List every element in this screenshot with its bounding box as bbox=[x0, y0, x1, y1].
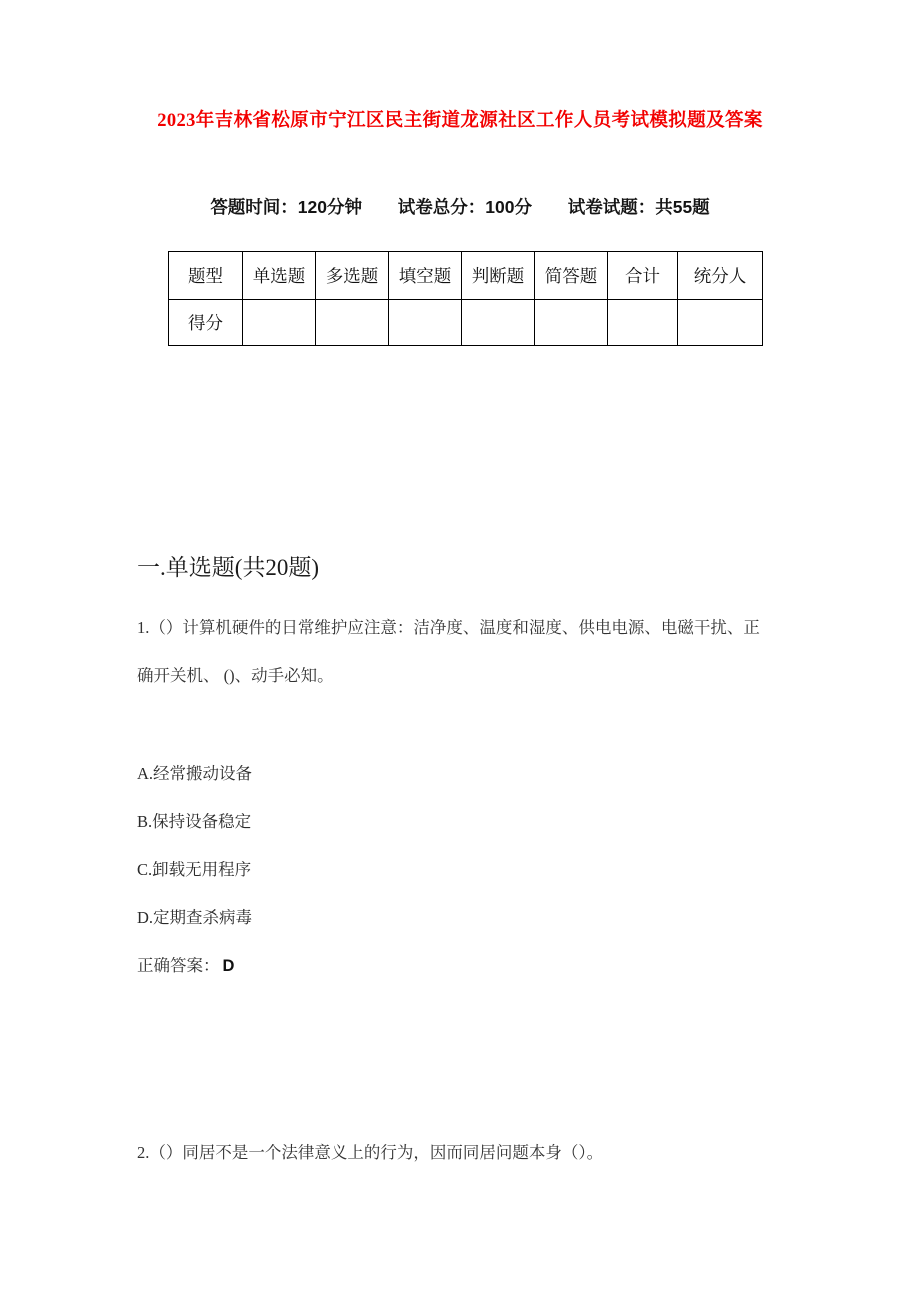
table-header-cell: 题型 bbox=[169, 252, 243, 300]
table-header-cell: 合计 bbox=[608, 252, 678, 300]
option-a[interactable]: A.经常搬动设备 bbox=[137, 764, 253, 783]
table-header-cell: 简答题 bbox=[535, 252, 608, 300]
option-b[interactable]: B.保持设备稳定 bbox=[137, 812, 252, 831]
correct-answer-value: D bbox=[222, 957, 235, 975]
exam-total-score: 试卷总分：100分 bbox=[397, 197, 532, 217]
score-cell-total[interactable] bbox=[608, 300, 678, 346]
exam-info-line bbox=[0, 194, 920, 219]
question-2 bbox=[137, 1129, 603, 1177]
score-table bbox=[168, 251, 763, 346]
score-cell-multi-choice[interactable] bbox=[316, 300, 389, 346]
score-cell-fill-blank[interactable] bbox=[389, 300, 462, 346]
table-header-cell: 判断题 bbox=[462, 252, 535, 300]
score-table-container bbox=[168, 251, 756, 346]
question-1-line-1: 1.（）计算机硬件的日常维护应注意：洁净度、温度和湿度、供电电源、电磁干扰、正 bbox=[137, 618, 760, 637]
table-row-label: 得分 bbox=[169, 300, 243, 346]
table-header-cell: 统分人 bbox=[678, 252, 763, 300]
question-1-line-2: 确开关机、 ()、动手必知。 bbox=[137, 666, 334, 685]
page-title: 2023年吉林省松原市宁江区民主街道龙源社区工作人员考试模拟题及答案 bbox=[157, 111, 763, 131]
option-c[interactable]: C.卸载无用程序 bbox=[137, 860, 252, 879]
score-cell-single-choice[interactable] bbox=[243, 300, 316, 346]
score-cell-short-answer[interactable] bbox=[535, 300, 608, 346]
score-cell-true-false[interactable] bbox=[462, 300, 535, 346]
correct-answer-label: 正确答案： bbox=[137, 956, 220, 975]
question-1-answer-row bbox=[137, 942, 760, 990]
table-row bbox=[169, 300, 763, 346]
exam-duration: 答题时间：120分钟 bbox=[210, 197, 363, 217]
table-row-header bbox=[169, 252, 763, 300]
question-2-line-1: 2.（）同居不是一个法律意义上的行为，因而同居问题本身（）。 bbox=[137, 1143, 604, 1162]
option-d[interactable]: D.定期查杀病毒 bbox=[137, 908, 253, 927]
section-heading-single-choice: 一.单选题(共20题) bbox=[137, 555, 320, 580]
question-1-options bbox=[137, 750, 760, 942]
correct-answer bbox=[137, 942, 760, 990]
question-1 bbox=[137, 604, 760, 990]
score-cell-scorer[interactable] bbox=[678, 300, 763, 346]
table-header-cell: 单选题 bbox=[243, 252, 316, 300]
table-header-cell: 填空题 bbox=[389, 252, 462, 300]
exam-question-count: 试卷试题：共55题 bbox=[567, 197, 710, 217]
table-header-cell: 多选题 bbox=[316, 252, 389, 300]
